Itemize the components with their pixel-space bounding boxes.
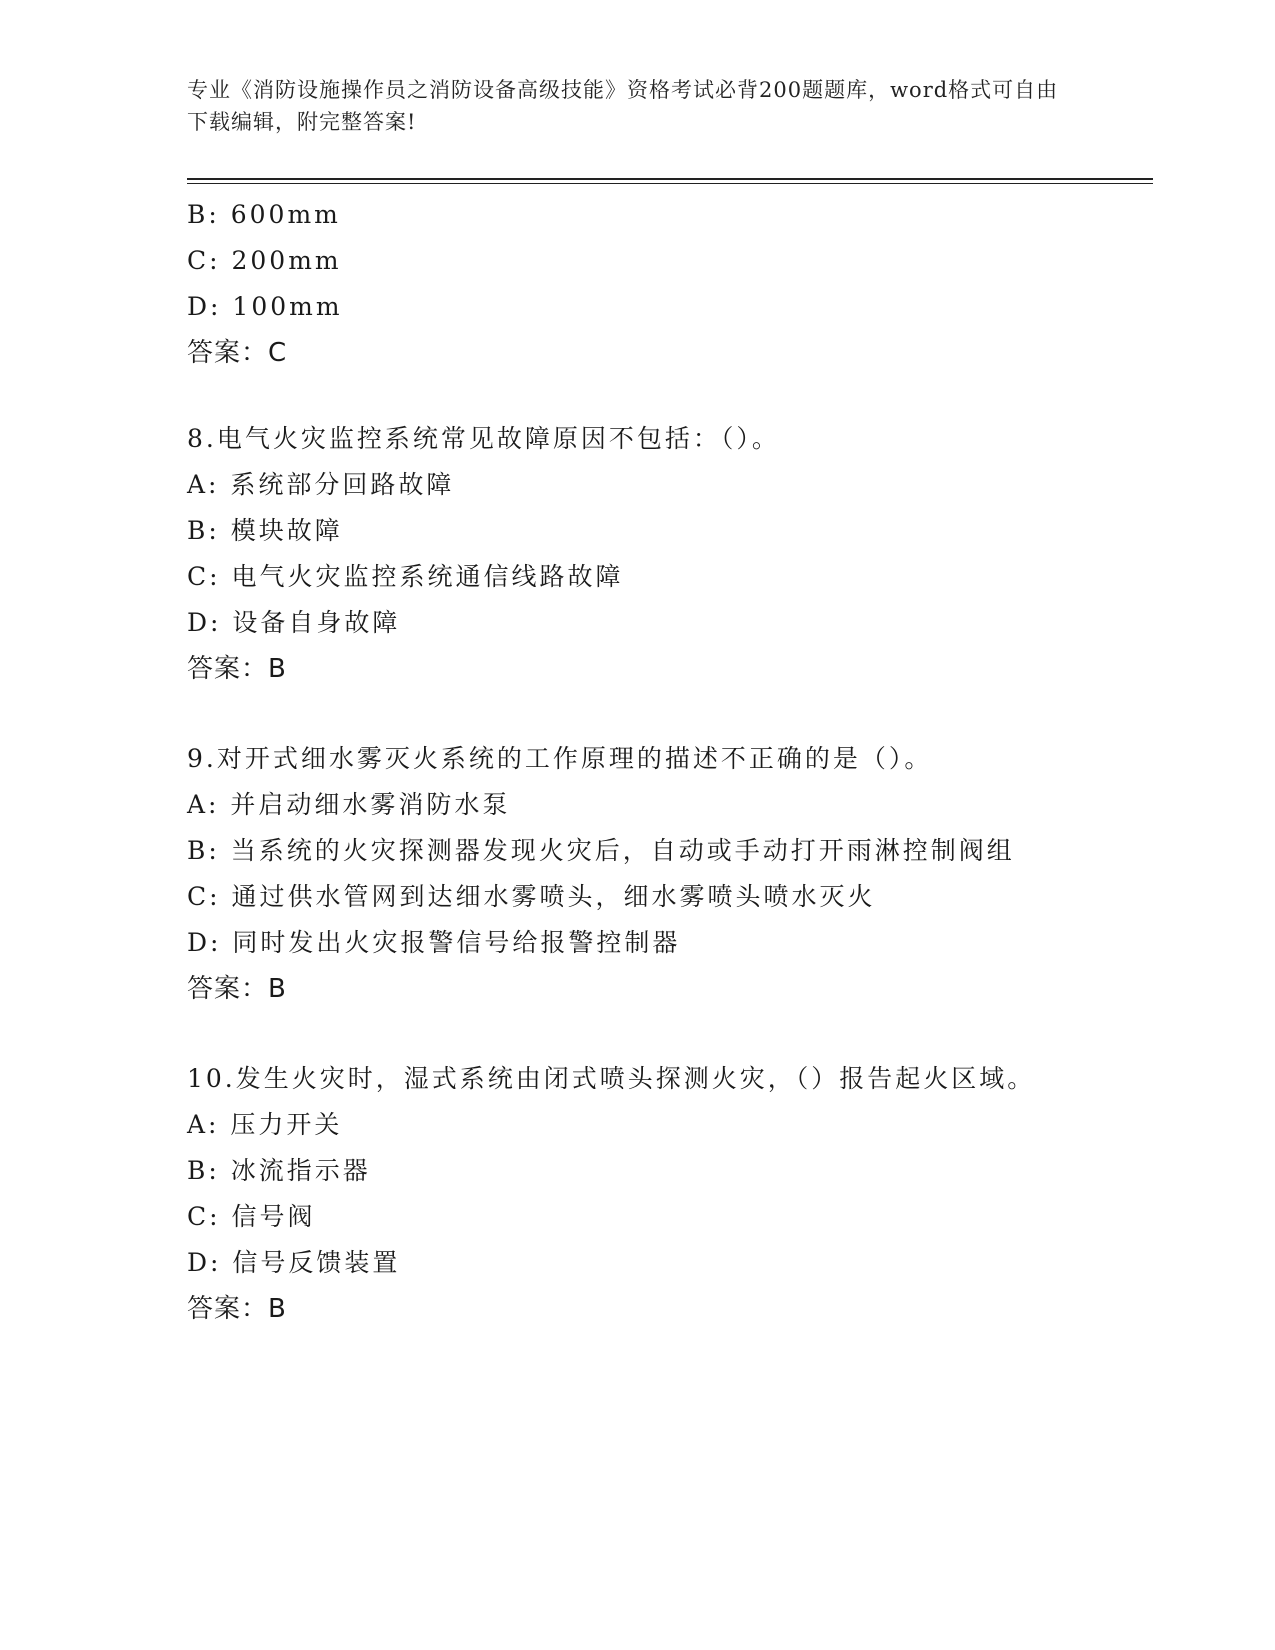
answer: 答案：B [187, 974, 287, 1004]
question-block-9 [187, 736, 1147, 1012]
option-d: D: 同时发出火灾报警信号给报警控制器 [187, 928, 681, 957]
header-divider-thick [187, 178, 1153, 180]
option-c: C: 通过供水管网到达细水雾喷头，细水雾喷头喷水灭火 [187, 882, 876, 911]
option-b: B: 600mm [187, 200, 341, 229]
option-c: C: 电气火灾监控系统通信线路故障 [187, 562, 624, 591]
question-stem: 9.对开式细水雾灭火系统的工作原理的描述不正确的是（）。 [187, 744, 933, 773]
option-b: B: 当系统的火灾探测器发现火灾后，自动或手动打开雨淋控制阀组 [187, 836, 1015, 865]
option-c: C: 信号阀 [187, 1202, 316, 1231]
option-a: A: 系统部分回路故障 [187, 470, 455, 499]
option-b: B: 模块故障 [187, 516, 343, 545]
question-block-8 [187, 416, 1147, 692]
option-a: A: 压力开关 [187, 1110, 343, 1139]
document-body [187, 192, 1147, 1332]
answer: 答案：C [187, 338, 288, 368]
option-d: D: 设备自身故障 [187, 608, 401, 637]
document-header: 专业《消防设施操作员之消防设备高级技能》资格考试必背200题题库，word格式可自由下载编辑，附完整答案! [187, 78, 1059, 134]
option-a: A: 并启动细水雾消防水泵 [187, 790, 511, 819]
answer: 答案：B [187, 1294, 287, 1324]
option-d: D: 100mm [187, 292, 343, 321]
question-stem: 8.电气火灾监控系统常见故障原因不包括：（）。 [187, 424, 780, 453]
option-b: B: 冰流指示器 [187, 1156, 371, 1185]
option-c: C: 200mm [187, 246, 342, 275]
answer: 答案：B [187, 654, 287, 684]
question-block-7 [187, 192, 1147, 376]
header-divider-thin [187, 183, 1153, 184]
question-block-10 [187, 1056, 1147, 1332]
question-stem: 10.发生火灾时，湿式系统由闭式喷头探测火灾，（）报告起火区域。 [187, 1064, 1036, 1093]
option-d: D: 信号反馈装置 [187, 1248, 401, 1277]
